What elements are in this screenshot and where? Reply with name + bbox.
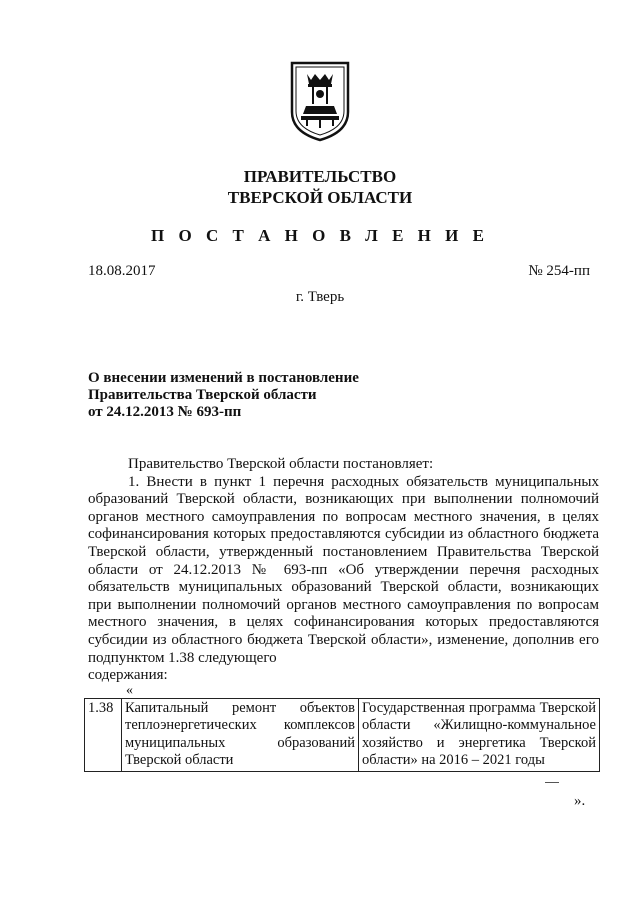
org-name-line1: ПРАВИТЕЛЬСТВО [243,167,397,186]
organization-header [0,166,640,208]
row-object-cell: Капитальный ремонт объектов теплоэнергетических комплексов муниципальных образований Тверской области [122,699,359,772]
obligations-table [84,698,600,772]
document-body [88,456,599,685]
clause-1-ending: содержания: [88,667,168,684]
document-type-title: П О С Т А Н О В Л Е Н И Е [151,226,489,245]
row-program-cell: Государственная программа Тверской области «Жилищно-коммунальное хозяйство и энергетика Тверской области» на 2016 – 2021 годы [359,699,600,772]
document-date: 18.08.2017 [88,263,156,279]
document-city: г. Тверь [295,289,345,305]
decorative-dash [545,782,559,783]
closing-quote: ». [574,793,586,809]
clause-1-paragraph: 1. Внести в пункт 1 перечня расходных обязательств муниципальных образований Тверской области, возникающих при выполнении полномочий органов местного самоуправления по вопросам местного значения, в целях софинансирования которых предоставляются субсидии из областного бюджета Тверской области, утвержденный постановлением Правительства Тверской области от 24.12.2013 № 693-пп «Об утверждении перечня расходных обязательств муниципальных образований Тверской области, возникающих при выполнении полномочий органов местного самоуправления по вопросам местного значения, в целях софинансирования которых предоставляются субсидии из областного бюджета Тверской области», изменение, дополнив его подпунктом 1.38 следующего [88,473,599,666]
org-name-line2: ТВЕРСКОЙ ОБЛАСТИ [227,188,413,207]
subject-line3: от 24.12.2013 № 693-пп [88,404,242,420]
row-number-cell: 1.38 [85,699,122,772]
preamble-paragraph: Правительство Тверской области постановляет: [128,456,434,472]
table-row [85,699,600,772]
coat-of-arms-icon [289,60,351,142]
subject-line2: Правительства Тверской области [88,387,317,403]
opening-quote: « [126,683,133,698]
document-number: № 254-пп [528,263,590,279]
subject-line1: О внесении изменений в постановление [88,370,359,386]
document-subject [88,370,359,421]
